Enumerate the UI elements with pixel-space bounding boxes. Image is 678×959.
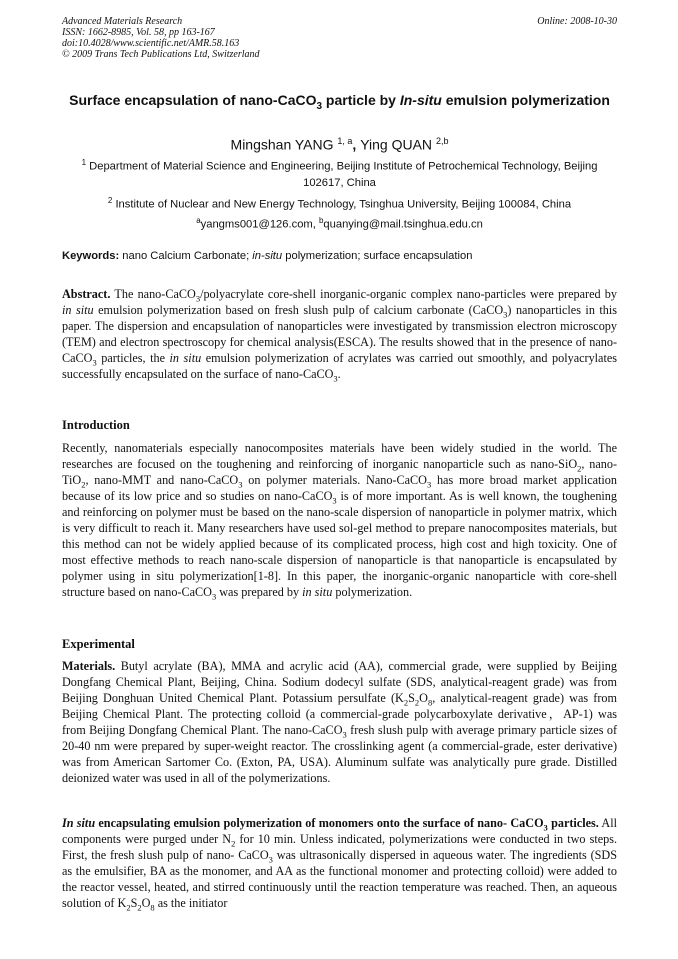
materials-label: Materials. (62, 659, 116, 673)
materials-paragraph: Materials. Butyl acrylate (BA), MMA and acrylic acid (AA), commercial grade, were supplied by Beijing Dongfang Chemical Plant, Beijing, China. Sodium dodecyl sulfate (SDS, analytical-reagent grade) was from Beijing Donghuan United Chemical Plant. Potassium persulfate ($K_2S_2O_8$, analytical-reagent grade) was from Beijing Chemical Plant. The protecting colloid (a commercial-grade polycarboxylate derivative，AP-1) was from Beijing Dongfang Chemical Plant. The nano-CaCO$_3$ fresh slush pulp with average primary particle sizes of 20-40 nm were prepared by super-weight reactor. The crosslinking agent (a commercial-grade, ester derivative) was from American Sartomer Co. (Exton, PA, USA). Aluminum sulfate was analytically pure grade. Distilled deionized water was used in all of the polymerizations. (62, 659, 617, 785)
journal-name: Advanced Materials Research (62, 16, 183, 27)
affiliation-1: $^1$ Department of Material Science and Engineering, Beijing Institute of Petrochemical Technology, Beijing 102617, China (81, 158, 598, 189)
copyright-line: © 2009 Trans Tech Publications Ltd, Switzerland (62, 49, 260, 60)
experimental-heading: Experimental (62, 637, 135, 651)
abstract-label: Abstract. (62, 287, 111, 301)
doi-line: doi:10.4028/www.scientific.net/AMR.58.163 (62, 38, 240, 49)
introduction-text: Recently, nanomaterials especially nanocomposites materials have been widely studied in the world. The researches are focused on the toughening and reinforcing of inorganic nanoparticle such as nano-SiO$_2$, nano-TiO$_2$, nano-MMT and nano-CaCO$_3$ on polymer materials. Nano-CaCO$_3$ has more broad market application because of its low price and so studies on nano-CaCO$_3$ is of more important. As is well known, the toughening and reinforcing on polymer must be based on the nano-scale dispersion of nanoparticle in polymer matrix, which is very difficult to reach it. Many researchers have used sol-gel method to prepare nanocomposites materials, but this method can not be widely applied because of its complicated process, high cost and high toxicity. One of most effective methods to reach nano-scale dispersion of nanoparticle is that nanoparticle is encapsulated by polymer using in situ polymerization[1-8]. In this paper, the inorganic-organic nanoparticle with core-shell structure based on nano-CaCO$_3$ was prepared by in situ polymerization. (62, 441, 617, 602)
author-emails: $^a$yangms001@126.com, $^b$quanying@mail.tsinghua.edu.cn (196, 216, 483, 231)
author-2: Ying QUAN (360, 136, 433, 153)
paper-title: Surface encapsulation of nano-CaCO$_3$ particle by In-situ emulsion polymerization (69, 92, 610, 112)
keywords-label: Keywords: (62, 250, 120, 262)
keywords: Keywords: nano Calcium Carbonate; in-situ polymerization; surface encapsulation (62, 250, 473, 262)
affiliation-2: $^2$ Institute of Nuclear and New Energy Technology, Tsinghua University, Beijing 100084, China (107, 196, 572, 211)
online-date: Online: 2008-10-30 (537, 16, 617, 27)
author-1: Mingshan YANG (230, 136, 334, 153)
journal-header (62, 16, 617, 60)
issn-line: ISSN: 1662-8985, Vol. 58, pp 163-167 (62, 27, 215, 38)
insitu-paragraph: In situ encapsulating emulsion polymerization of monomers onto the surface of nano- CaCO$_3$ particles. All components were purged under $N_2$ for 10 min. Unless indicated, polymerizations were conducted in two steps. First, the fresh slush pulp of nano- CaCO$_3$ was ultrasonically dispersed in aqueous water. The ingredients (SDS as the emulsifier, BA as the monomer, and AA as the functional monomer and protecting colloid) were added to the reactor vessel, heated, and stirred continuously until the reaction temperature was reached. Then, an aqueous solution of $K_2S_2O_8$ as the initiator (62, 816, 617, 913)
abstract: Abstract. The nano-CaCO$_3$/polyacrylate core-shell inorganic-organic complex nano-particles were prepared by in situ emulsion polymerization based on fresh slush pulp of calcium carbonate (CaCO$_3$) nanoparticles in this paper. The dispersion and encapsulation of nanoparticles were investigated by transmission electron microscopy (TEM) and electron spectroscopy for chemical analysis(ESCA). The results showed that in the presence of nano-CaCO$_3$ particles, the in situ emulsion polymerization of acrylates was carried out smoothly, and polyacrylates successfully encapsulated on the surface of nano-CaCO$_3$. (62, 287, 618, 384)
author-list: Mingshan YANG $^{1, a}$, Ying QUAN $^{2,b}$ (230, 136, 449, 153)
insitu-heading: In situ encapsulating emulsion polymerization of monomers onto the surface of nano- CaCO$_3$ particles. (62, 816, 599, 833)
introduction-heading: Introduction (62, 418, 130, 432)
